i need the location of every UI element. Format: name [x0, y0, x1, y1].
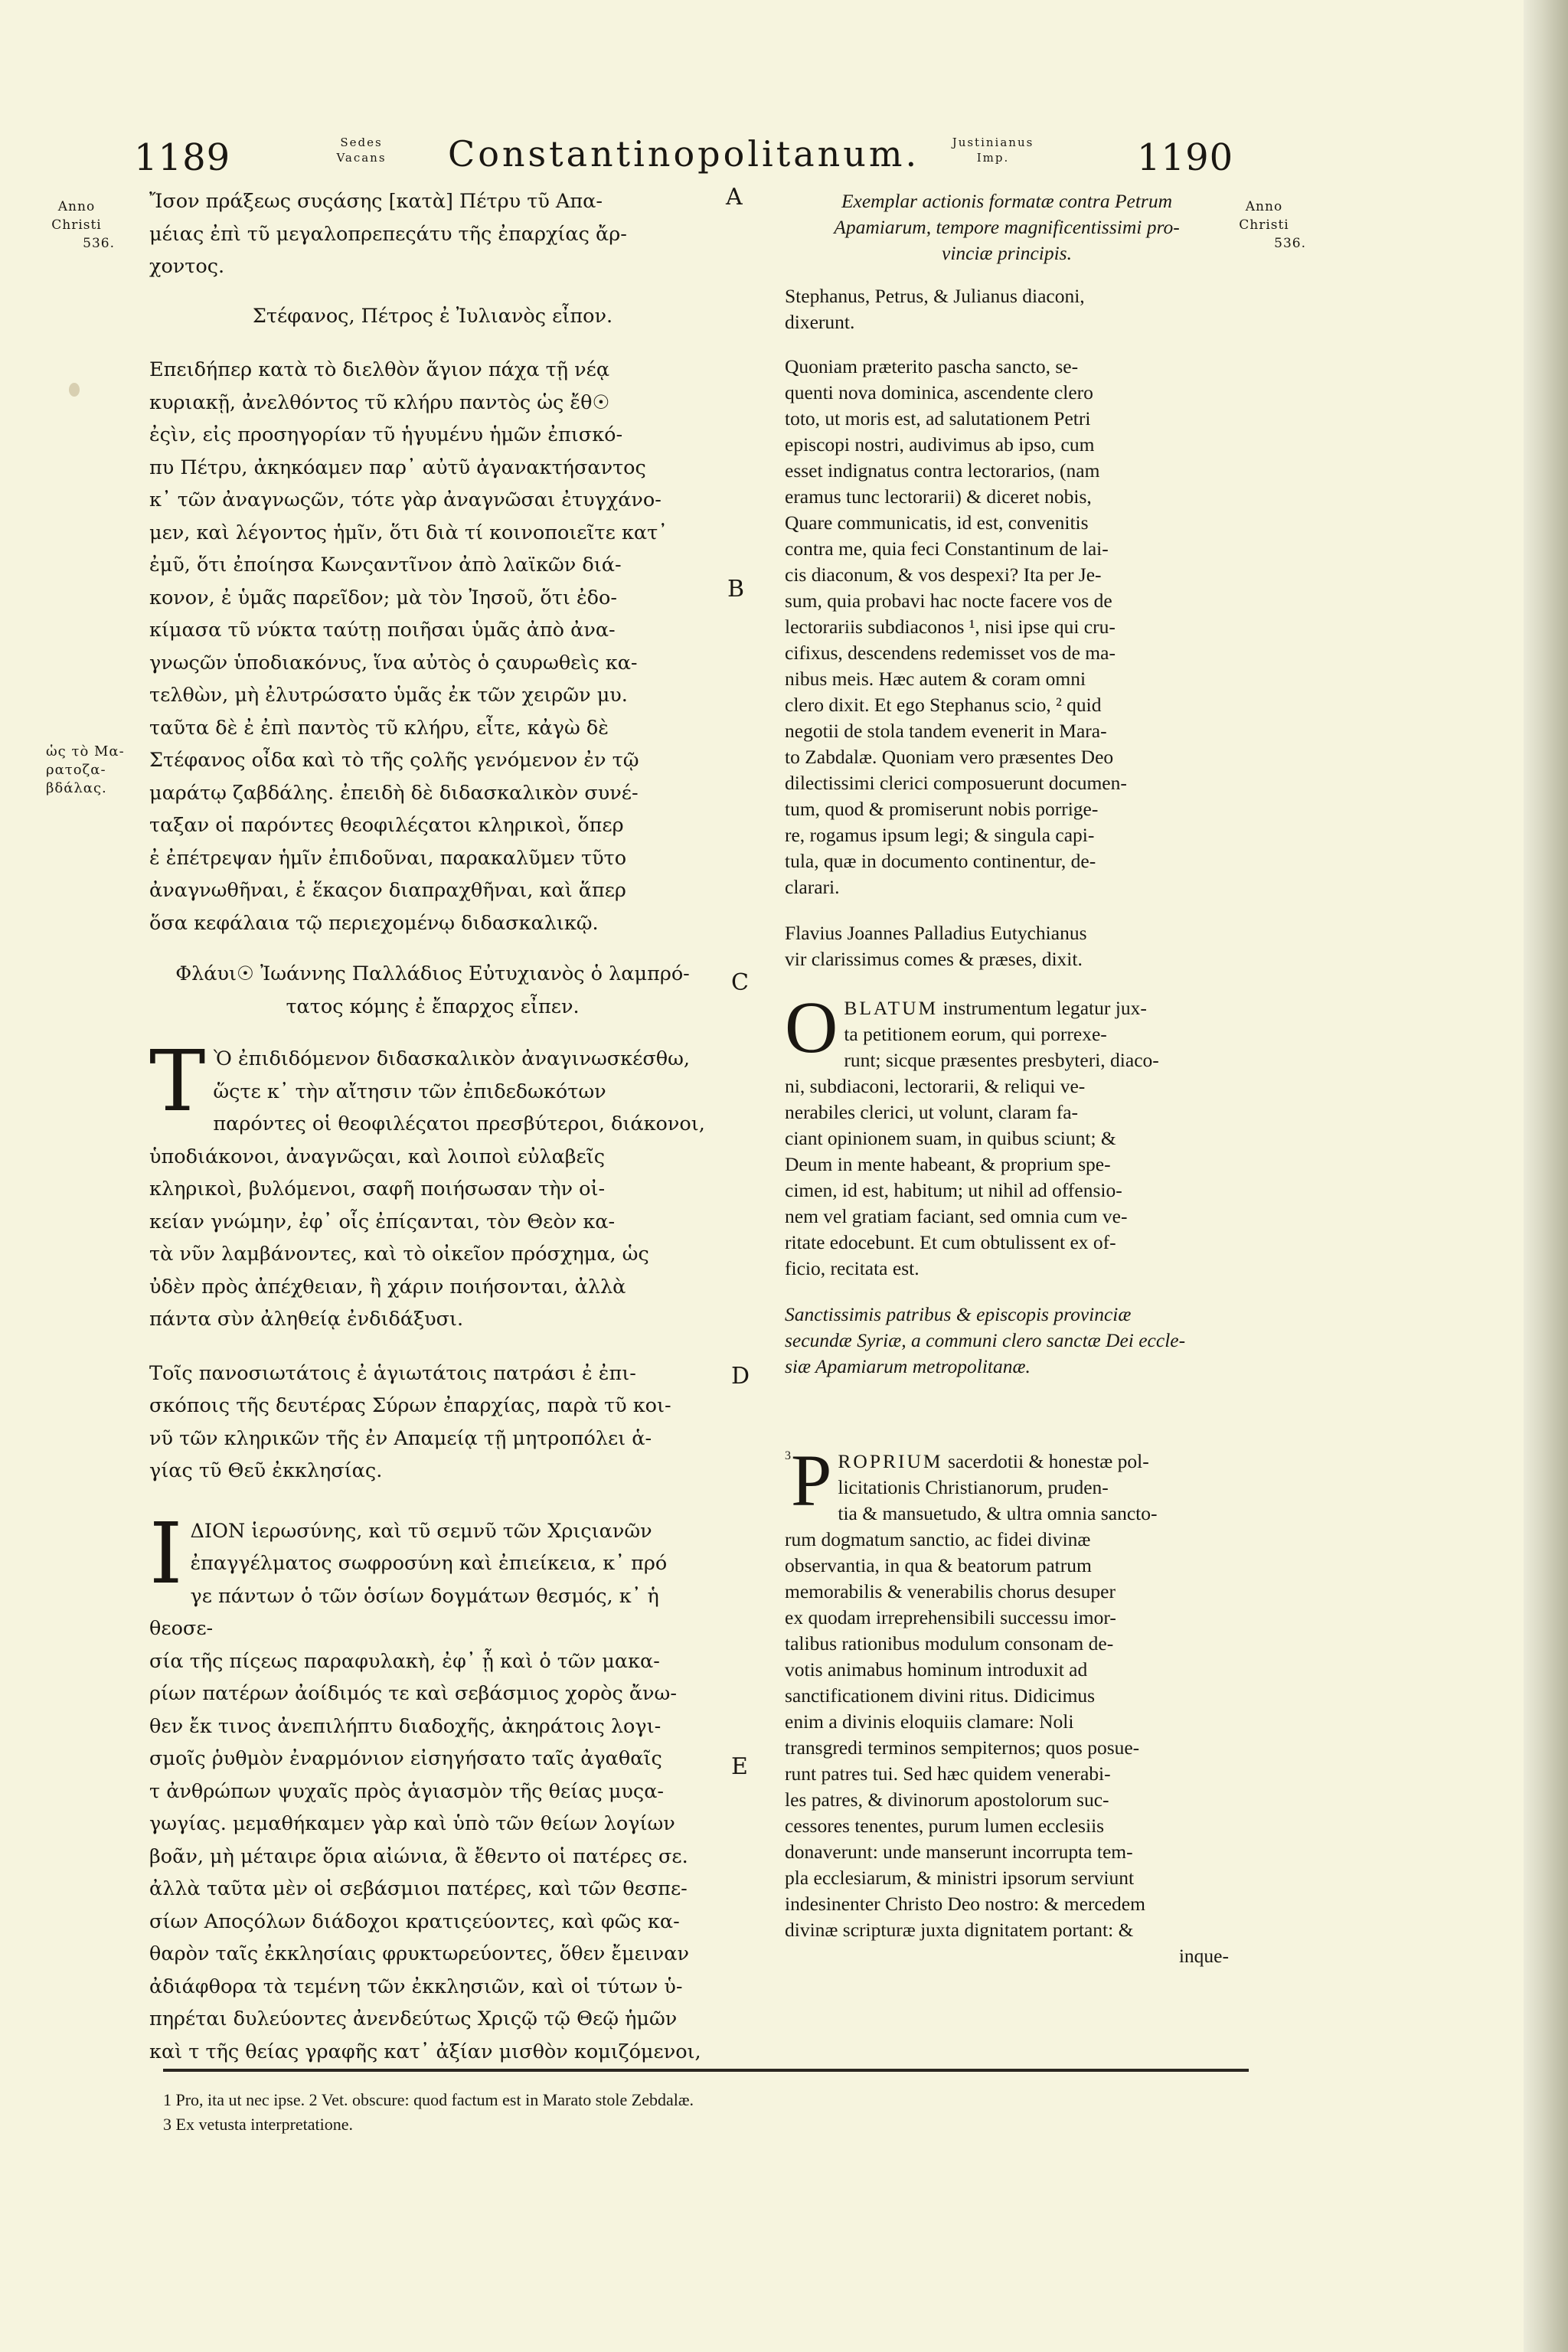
- latin-column: [785, 188, 1229, 1969]
- greek-line: μέιας ἐπὶ τῦ μεγαλοπρεπεςάτυ τῆς ἐπαρχίας ἄρ-: [149, 222, 627, 246]
- latin-line: Deum in mente habeant, & proprium spe-: [785, 1153, 1111, 1175]
- greek-line: ἀλλὰ ταῦτα μὲν οἱ σεβάσμιοι πατέρες, καὶ τῶν θεσπε-: [149, 1877, 688, 1900]
- page-stain: [69, 383, 80, 397]
- sedes-text: Sedes: [340, 136, 383, 149]
- latin-line: ciant opinionem suam, in quibus sciunt; &: [785, 1127, 1116, 1149]
- latin-line: memorabilis & venerabilis chorus desuper: [785, 1580, 1116, 1602]
- latin-line: to Zabdalæ. Quoniam vero præsentes Deo: [785, 746, 1114, 768]
- greek-line: τὰ νῦν λαμβάνοντες, καὶ τὸ οἰκεῖον πρόσχημα, ὡς: [149, 1243, 649, 1266]
- greek-line: κληρικοὶ, βυλόμενοι, σαφῆ ποιήσωσαν τὴν οἰ-: [149, 1178, 606, 1200]
- greek-line: χοντος.: [149, 255, 225, 278]
- latin-line: ex quodam irreprehensibili successu imor-: [785, 1606, 1116, 1628]
- latin-paragraph-3: [785, 1439, 1229, 1969]
- latin-line: sanctificationem divini ritus. Didicimus: [785, 1684, 1096, 1707]
- latin-line: episcopi nostri, audivimus ab ipso, cum: [785, 433, 1095, 456]
- latin-line: esset indignatus contra lectorarios, (nam: [785, 459, 1100, 482]
- latin-speakers: [785, 283, 1229, 335]
- drop-cap: Τ: [149, 1032, 206, 1130]
- greek-line: ἐ ἐπέτρεψαν ἡμῖν ἐπιδοῦναι, παρακαλῦμεν τῦτο: [149, 846, 627, 870]
- christi-text: Christi: [51, 217, 102, 233]
- greek-line: Στέφανος οἶδα καὶ τὸ τῆς ςολῆς γενόμενον ἐν τῷ: [149, 749, 639, 772]
- greek-line: κίμασα τῦ νύκτα ταύτῃ ποιῆσαι ὑμᾶς ἀπὸ ἀνα-: [149, 619, 616, 642]
- latin-line: inque-: [1178, 1945, 1229, 1967]
- latin-line: pla ecclesiarum, & ministri ipsorum serviunt: [785, 1867, 1135, 1889]
- greek-line: κ᾽ τῶν ἀναγνωςῶν, τότε γὰρ ἀναγνῶσαι ἐτυγχάνο-: [149, 488, 662, 511]
- latin-line: secundæ Syriæ, a communi clero sanctæ Dei eccle-: [785, 1329, 1186, 1351]
- latin-line: instrumentum legatur jux-: [938, 997, 1147, 1019]
- drop-cap: Ι: [149, 1504, 183, 1602]
- greek-line: ὥςτε κ᾽ τὴν αἴτησιν τῶν ἐπιδεδωκότων: [213, 1080, 606, 1103]
- justinianus-text: Justinianus: [952, 136, 1034, 149]
- footnote-2: 3 Ex vetusta interpretatione.: [163, 2115, 354, 2134]
- greek-line: Ἴσον πράξεως συςάσης [κατὰ] Πέτρυ τῦ Απα-: [149, 190, 603, 213]
- greek-line: ἀδιάφθορα τὰ τεμένη τῶν ἐκκλησιῶν, καὶ οἱ τύτων ὑ-: [149, 1975, 683, 1998]
- small-caps-word: BLATUM: [844, 997, 939, 1019]
- latin-line: cessores tenentes, purum lumen ecclesiis: [785, 1815, 1105, 1837]
- latin-line: lectorariis subdiaconos ¹, nisi ipse qui cru-: [785, 616, 1116, 638]
- greek-line: γωγίας. μεμαθήκαμεν γὰρ καὶ ὑπὸ τῶν θείων λογίων: [149, 1812, 675, 1835]
- greek-line: τελθὼν, μὴ ἐλυτρώσατο ὑμᾶς ἐκ τῶν χειρῶν μυ.: [149, 684, 628, 707]
- greek-line: Επειδήπερ κατὰ τὸ διελθὸν ἅγιον πάχα τῇ νέᾳ: [149, 358, 610, 381]
- section-mark-d: D: [731, 1363, 750, 1390]
- running-title: Constantinopolitanum.: [448, 133, 920, 175]
- latin-line: observantia, in qua & beatorum patrum: [785, 1554, 1092, 1576]
- gloss-line: ρατοζα-: [46, 762, 106, 778]
- greek-heading: [149, 185, 716, 283]
- gloss-line: ὡς τὸ Μα-: [46, 743, 125, 760]
- greek-line: γίας τῦ Θεῦ ἐκκλησίας.: [149, 1459, 383, 1482]
- greek-line: νῦ τῶν κληρικῶν τῆς ἐν Απαμείᾳ τῇ μητροπόλει ἁ-: [149, 1426, 652, 1450]
- latin-speaker-flavius: [785, 920, 1229, 972]
- latin-paragraph-2: [785, 986, 1229, 1282]
- greek-line: τατος κόμης ἐ ἔπαρχος εἶπεν.: [286, 995, 580, 1018]
- greek-speaker-flavius: [149, 958, 716, 1023]
- latin-line: votis animabus hominum introduxit ad: [785, 1658, 1088, 1681]
- greek-line: μεν, καὶ λέγοντος ἡμῖν, ὅτι διὰ τί κοινοποιεῖτε κατ᾽: [149, 521, 668, 544]
- greek-line: ταξαν οἱ παρόντες θεοφιλέςατοι κληρικοὶ, ὅπερ: [149, 814, 624, 837]
- latin-line: Flavius Joannes Palladius Eutychianus: [785, 922, 1087, 944]
- latin-line: Quoniam præterito pascha sancto, se-: [785, 355, 1079, 377]
- justinianus-label: [943, 135, 1043, 165]
- greek-line: γε πάντων ὁ τῶν ὁσίων δογμάτων θεσμός, κ᾽ ἡ θεοσε-: [149, 1584, 659, 1640]
- greek-line: καὶ τ τῆς θείας γραφῆς κατ᾽ ἀξίαν μισθὸν κομιζόμενοι,: [149, 2040, 701, 2063]
- greek-line: σίων Αποςόλων διάδοχοι κρατιςεύοντες, καὶ φῶς κα-: [149, 1909, 680, 1933]
- latin-line: re, rogamus ipsum legi; & singula capi-: [785, 824, 1095, 846]
- latin-line: ta petitionem eorum, qui porrexe-: [844, 1023, 1107, 1045]
- latin-line: transgredi terminos sempiternos; quos posue-: [785, 1736, 1140, 1759]
- marginal-gloss: [46, 743, 138, 798]
- latin-line: dilectissimi clerici composuerunt documen-: [785, 772, 1127, 794]
- page-number-right: 1190: [1137, 136, 1234, 179]
- greek-line: ἐςὶν, εἰς προσηγορίαν τῦ ἡγυμένυ ἡμῶν ἐπισκό-: [149, 423, 623, 446]
- latin-line: clero dixit. Et ego Stephanus scio, ² quid: [785, 694, 1102, 716]
- latin-line: quenti nova dominica, ascendente clero: [785, 381, 1093, 403]
- latin-line: cimen, id est, habitum; ut nihil ad offensio-: [785, 1179, 1122, 1201]
- greek-line: παρόντες οἱ θεοφιλέςατοι πρεσβύτεροι, διάκονοι,: [213, 1112, 705, 1135]
- latin-line: sacerdotii & honestæ pol-: [942, 1450, 1149, 1472]
- latin-line: indesinenter Christo Deo nostro: & mercedem: [785, 1893, 1145, 1915]
- small-caps-word: ROPRIUM: [838, 1450, 943, 1472]
- latin-line: dixerunt.: [785, 311, 855, 333]
- vacans-text: Vacans: [336, 151, 387, 165]
- latin-line: licitationis Christianorum, pruden-: [838, 1476, 1109, 1498]
- greek-line: ἐμῦ, ὅτι ἐποίησα Κωνςαντῖνον ἀπὸ λαϊκῶν διά-: [149, 554, 622, 577]
- greek-paragraph-3: [149, 1504, 716, 2069]
- footnote-ref: 3: [785, 1449, 791, 1462]
- latin-line: Apamiarum, tempore magnificentissimi pro-: [834, 216, 1180, 238]
- latin-line: ni, subdiaconi, lectorarii, & reliqui ve-: [785, 1075, 1086, 1097]
- greek-line: θαρὸν ταῖς ἐκκλησίαις φρυκτωρεύοντες, ὅθεν ἔμειναν: [149, 1942, 690, 1965]
- year-text: 536.: [1274, 236, 1306, 251]
- latin-line: cis diaconum, & vos despexi? Ita per Je-: [785, 564, 1102, 586]
- greek-line: ἐπαγγέλματος σωφροσύνη καὶ ἐπιείκεια, κ᾽ πρό: [190, 1552, 668, 1575]
- anno-christi-right: [1222, 198, 1306, 253]
- greek-paragraph-1: [149, 354, 716, 939]
- greek-line: θεν ἔκ τινος ἀνεπιλήπτυ διαδοχῆς, ἀκηράτοις λογι-: [149, 1714, 662, 1738]
- greek-line: κυριακῇ, ἀνελθόντος τῦ κλήρυ παντὸς ὡς ἔθ☉: [149, 390, 610, 414]
- section-mark-a: A: [726, 184, 743, 211]
- greek-line: Ὸ ἐπιδιδόμενον διδασκαλικὸν ἀναγινωσκέσθω,: [213, 1047, 690, 1070]
- greek-line: Φλάυι☉ Ἰωάννης Παλλάδιος Εὐτυχιανὸς ὁ λαμπρό-: [175, 962, 690, 985]
- greek-line: ὐδὲν πρὸς ἀπέχθειαν, ἢ χάριν ποιήσονται, ἀλλὰ: [149, 1275, 626, 1298]
- latin-line: siæ Apamiarum metropolitanæ.: [785, 1355, 1031, 1377]
- footnote-rule: [163, 2069, 1249, 2072]
- latin-line: rum dogmatum sanctio, ac fidei divinæ: [785, 1528, 1091, 1550]
- gloss-line: βδάλας.: [46, 780, 107, 796]
- greek-line: βοᾶν, μὴ μέταιρε ὅρια αἰώνια, ἃ ἔθεντο οἱ πατέρες σε.: [149, 1844, 688, 1868]
- drop-cap: P: [791, 1439, 832, 1521]
- latin-line: ritate edocebunt. Et cum obtulissent ex of-: [785, 1231, 1116, 1253]
- greek-column: [149, 185, 716, 2068]
- greek-line: μαράτῳ ζαβδάλης. ἐπειδὴ δὲ διδασκαλικὸν συνέ-: [149, 781, 639, 805]
- latin-heading: [785, 188, 1229, 266]
- greek-line: Τοῖς πανοσιωτάτοις ἐ ἁγιωτάτοις πατράσι ἐ ἐπι-: [149, 1361, 636, 1385]
- latin-line: contra me, quia feci Constantinum de lai-: [785, 537, 1109, 560]
- section-mark-c: C: [731, 969, 749, 996]
- latin-line: clarari.: [785, 876, 840, 898]
- imp-text: Imp.: [976, 151, 1010, 165]
- greek-line: σμοῖς ῥυθμὸν ἐναρμόνιον εἰσηγήσατο ταῖς ἀγαθαῖς: [149, 1747, 662, 1770]
- latin-address: [785, 1302, 1229, 1380]
- anno-text: Anno: [57, 199, 96, 214]
- latin-line: les patres, & divinorum apostolorum suc-: [785, 1788, 1109, 1811]
- latin-line: cifixus, descendens redemisset vos de ma-: [785, 642, 1116, 664]
- latin-line: divinæ scripturæ juxta dignitatem portant: &: [785, 1919, 1134, 1941]
- greek-line: σκόποις τῆς δευτέρας Σύρων ἐπαρχίας, παρὰ τῦ κοι-: [149, 1394, 671, 1417]
- greek-line: πάντα σὺν ἀληθείᾳ ἐνδιδάξυσι.: [149, 1308, 464, 1331]
- christi-text: Christi: [1239, 217, 1289, 233]
- latin-line: eramus tunc lectorarii) & diceret nobis,: [785, 485, 1092, 508]
- greek-speakers: Στέφανος, Πέτρος ἐ Ἰυλιανὸς εἶπον.: [252, 304, 613, 328]
- section-mark-e: E: [731, 1753, 748, 1780]
- section-mark-b: B: [727, 576, 745, 603]
- latin-line: tum, quod & promiserunt nobis porrige-: [785, 798, 1099, 820]
- latin-line: Exemplar actionis formatæ contra Petrum: [841, 190, 1173, 212]
- latin-line: Stephanus, Petrus, & Julianus diaconi,: [785, 285, 1085, 307]
- latin-line: negotii de stola tandem evenerit in Mara-: [785, 720, 1107, 742]
- latin-line: enim a divinis eloquiis clamare: Noli: [785, 1710, 1074, 1733]
- anno-text: Anno: [1245, 199, 1283, 214]
- latin-paragraph-1: [785, 354, 1229, 900]
- greek-line: σία τῆς πίςεως παραφυλακὴ, ἐφ᾽ ᾗ καὶ ὁ τῶν μακα-: [149, 1649, 660, 1673]
- greek-line: ταῦτα δὲ ἐ ἐπὶ παντὸς τῦ κλήρυ, εἶτε, κἀγὼ δὲ: [149, 716, 609, 740]
- greek-line: ρίων πατέρων ἀοίδιμός τε καὶ σεβάσμιος χορὸς ἄνω-: [149, 1682, 677, 1705]
- latin-line: tula, quæ in documento continentur, de-: [785, 850, 1096, 872]
- greek-line: ἀναγνωθῆναι, ἐ ἕκαςον διαπραχθῆναι, καὶ ἅπερ: [149, 879, 626, 902]
- latin-line: toto, ut moris est, ad salutationem Petri: [785, 407, 1091, 430]
- latin-line: nibus meis. Hæc autem & coram omni: [785, 668, 1086, 690]
- drop-cap: O: [785, 986, 838, 1068]
- latin-line: nem vel gratiam faciant, sed omnia cum ve-: [785, 1205, 1128, 1227]
- greek-line: πυ Πέτρυ, ἀκηκόαμεν παρ᾽ αὐτῦ ἀγανακτήσαντος: [149, 456, 646, 479]
- latin-line: sum, quia probavi hac nocte facere vos de: [785, 590, 1112, 612]
- greek-line: κονον, ἐ ὑμᾶς παρεῖδον; μὰ τὸν Ἰησοῦ, ὅτι ἐδο-: [149, 586, 617, 609]
- greek-line: πηρέται δυλεύοντες ἀνενδεύτως Χριςῷ τῷ Θεῷ ἡμῶν: [149, 2007, 678, 2030]
- greek-line: τ ἀνθρώπων ψυχαῖς πρὸς ἁγιασμὸν τῆς θείας μυςα-: [149, 1779, 665, 1803]
- greek-line: κείαν γνώμην, ἐφ᾽ οἷς ἐπίςανται, τὸν Θεὸν κα-: [149, 1210, 616, 1233]
- greek-line: ΔΙΟΝ ἱερωσύνης, καὶ τῦ σεμνῦ τῶν Χριςιανῶν: [190, 1519, 652, 1543]
- greek-line: ὅσα κεφάλαια τῷ περιεχομένῳ διδασκαλικῷ.: [149, 911, 599, 935]
- latin-line: Quare communicatis, id est, convenitis: [785, 511, 1089, 534]
- latin-line: ficio, recitata est.: [785, 1257, 920, 1279]
- sedes-vacans-label: [331, 135, 392, 165]
- page-edge: [1524, 0, 1568, 2352]
- greek-paragraph-2: [149, 1032, 716, 1336]
- latin-line: runt patres tui. Sed hæc quidem venerabi-: [785, 1762, 1111, 1785]
- latin-line: runt; sicque præsentes presbyteri, diaco-: [844, 1049, 1159, 1071]
- latin-line: Sanctissimis patribus & episcopis provinciæ: [785, 1303, 1132, 1325]
- latin-line: tia & mansuetudo, & ultra omnia sancto-: [838, 1502, 1158, 1524]
- anno-christi-left: [38, 198, 115, 253]
- year-text: 536.: [83, 236, 115, 251]
- greek-address: [149, 1357, 716, 1488]
- latin-line: nerabiles clerici, ut volunt, claram fa-: [785, 1101, 1079, 1123]
- greek-line: γνωςῶν ὑποδιακόνυς, ἵνα αὐτὸς ὁ ςαυρωθεὶς κα-: [149, 651, 638, 675]
- page-number-left: 1189: [134, 136, 231, 179]
- latin-line: vir clarissimus comes & præses, dixit.: [785, 948, 1083, 970]
- footnote-1: 1 Pro, ita ut nec ipse. 2 Vet. obscure: quod factum est in Marato stole Zebdalæ.: [163, 2090, 694, 2109]
- latin-line: talibus rationibus modulum consonam de-: [785, 1632, 1114, 1655]
- latin-line: donaverunt: unde manserunt incorrupta tem-: [785, 1841, 1133, 1863]
- latin-line: vinciæ principis.: [942, 242, 1072, 264]
- greek-line: ὑποδιάκονοι, ἀναγνῶςαι, καὶ λοιποὶ εὐλαβεῖς: [149, 1145, 606, 1168]
